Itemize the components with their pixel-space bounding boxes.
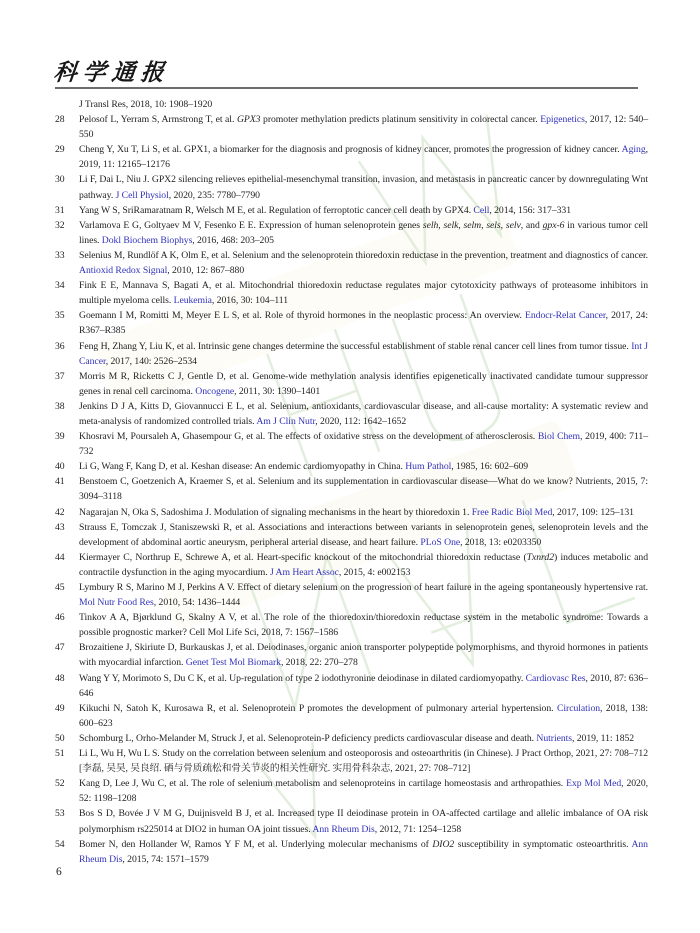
reference-item xyxy=(55,474,648,504)
reference-text-segment: , 2010, 87: 636–646 xyxy=(79,672,648,699)
gene-name-italic: DIO2 xyxy=(432,838,455,850)
reference-item xyxy=(55,339,648,369)
journal-name-link[interactable]: Dokl Biochem Biophys xyxy=(101,234,193,246)
journal-name-link[interactable]: Antioxid Redox Signal xyxy=(79,265,168,277)
reference-text-segment: Li L, Wu H, Wu L S. Study on the correlation between selenium and osteoporosis and osteoarthritis (in Chinese). J Pract Orthop, 2021, 27: 708–712 [李磊, 吴昊, 吴良绍. 硒与骨质疏松和骨关节炎的相关性研究. 实用骨科杂志, 2021, 27: 708–712] xyxy=(79,748,648,775)
journal-name-link[interactable]: Cell xyxy=(473,204,490,216)
reference-text-segment: , 2018, 138: 600–623 xyxy=(79,702,648,729)
reference-text xyxy=(79,203,648,218)
gene-name-italic: Txnrd2 xyxy=(526,551,554,563)
reference-item xyxy=(55,429,648,459)
reference-text xyxy=(79,429,648,459)
gene-name-italic: gpx-6 xyxy=(542,219,565,231)
reference-text-segment: Tinkov A A, Bjørklund G, Skalny A V, et al. The role of the thioredoxin/thioredoxin reductase system in the metabolic syndrome: Towards a possible prognostic marker? Cell Mol Life Sci, 2018, 7: 1567–1586 xyxy=(79,612,648,639)
reference-number: 50 xyxy=(55,732,65,744)
reference-list xyxy=(55,97,648,867)
reference-text xyxy=(79,339,648,369)
reference-item xyxy=(55,731,648,746)
reference-text-segment: , 2016, 30: 104–111 xyxy=(211,295,289,307)
reference-number: 36 xyxy=(55,340,65,352)
reference-item xyxy=(55,580,648,610)
reference-text-segment: , xyxy=(438,219,444,231)
reference-text-segment: Jenkins D J A, Kitts D, Giovannucci E L, et al. Selenium, antioxidants, cardiovascular disease, and all-cause mortality: A systematic review and meta-analysis of randomized controlled trials. xyxy=(79,400,648,427)
reference-text-segment: , 2014, 156: 317–331 xyxy=(489,204,571,216)
reference-text-segment: Selenius M, Rundlöf A K, Olm E, et al. Selenium and the selenoprotein thioredoxin reductase in the prevention, treatment and diagnostics of cancer. xyxy=(79,249,648,261)
reference-text-segment: , 2015, 74: 1571–1579 xyxy=(122,853,209,865)
reference-text-segment: Bomer N, den Hollander W, Ramos Y F M, et al. Underlying molecular mechanisms of xyxy=(79,838,433,850)
journal-name-link[interactable]: Leukemia xyxy=(173,295,212,307)
reference-text-segment: , 2017, 109: 125–131 xyxy=(552,506,634,518)
reference-text-segment: , 2018, 22: 270–278 xyxy=(280,657,358,669)
reference-number: 48 xyxy=(55,672,65,684)
reference-text-segment: Kang D, Lee J, Wu C, et al. The role of selenium metabolism and selenoproteins in cartilage homeostasis and arthropathies. xyxy=(79,778,567,790)
reference-text-segment: , xyxy=(481,219,487,231)
header-rule xyxy=(55,87,638,89)
reference-text xyxy=(79,776,648,806)
reference-text-segment: Feng H, Zhang Y, Liu K, et al. Intrinsic gene changes determine the successful establishment of stable renal cancer cell lines from tumor tissue. xyxy=(79,340,632,352)
reference-text xyxy=(79,806,648,836)
reference-number: 39 xyxy=(55,431,65,443)
reference-number: 44 xyxy=(55,551,65,563)
reference-text-segment: , 2020, 52: 1198–1208 xyxy=(79,778,648,805)
reference-text-segment: Pelosof L, Yerram S, Armstrong T, et al. xyxy=(79,114,237,126)
reference-number: 40 xyxy=(55,461,65,473)
reference-number: 51 xyxy=(55,748,65,760)
reference-number: 43 xyxy=(55,521,65,533)
page-number: 6 xyxy=(56,866,62,878)
reference-text-segment: , 2010, 54: 1436–1444 xyxy=(153,597,241,609)
reference-text-segment: , 2017, 12: 540–550 xyxy=(79,114,648,141)
reference-item xyxy=(55,308,648,338)
journal-name-link[interactable]: Circulation xyxy=(557,702,601,714)
reference-text-segment: Bos S D, Bovée J V M G, Duijnisveld B J, et al. Increased type II deiodinase protein in OA-affected cartilage and allelic imbalance of OA risk polymorphism rs225014 at DIO2 in human OA joint tissues. xyxy=(79,808,648,835)
reference-text-segment: Nagarajan N, Oka S, Sadoshima J. Modulation of signaling mechanisms in the heart by thioredoxin 1. xyxy=(79,506,472,518)
reference-text-segment: , 1985, 16: 602–609 xyxy=(451,461,529,473)
reference-text-segment: , 2017, 24: R367–R385 xyxy=(79,310,648,337)
reference-number: 37 xyxy=(55,370,65,382)
reference-number: 32 xyxy=(55,219,65,231)
reference-number: 30 xyxy=(55,174,65,186)
reference-item xyxy=(55,369,648,399)
journal-name-link[interactable]: Oncogene xyxy=(195,385,235,397)
reference-item xyxy=(55,218,648,248)
reference-number: 53 xyxy=(55,808,65,820)
reference-text xyxy=(79,610,648,640)
journal-name-link[interactable]: PLoS One xyxy=(420,536,461,548)
reference-text xyxy=(79,746,648,776)
reference-text-segment: , 2010, 12: 867–880 xyxy=(167,265,245,277)
reference-text xyxy=(79,308,648,338)
journal-name-link[interactable]: Ann Rheum Dis xyxy=(312,823,375,835)
reference-item xyxy=(55,520,648,550)
reference-text-segment: , xyxy=(500,219,506,231)
gene-name-italic: selk xyxy=(443,219,459,231)
reference-text xyxy=(79,112,648,142)
reference-text-segment: Khosravi M, Poursaleh A, Ghasempour G, et al. The effects of oxidative stress on the development of atherosclerosis. xyxy=(79,431,538,443)
reference-text-segment: Varlamova E G, Goltyaev M V, Fesenko E E. Expression of human selenoprotein genes xyxy=(79,219,423,231)
reference-text xyxy=(79,399,648,429)
reference-item xyxy=(55,806,648,836)
reference-text xyxy=(79,172,648,202)
reference-text-segment: , 2020, 235: 7780–7790 xyxy=(168,189,260,201)
reference-text xyxy=(79,731,648,746)
reference-item xyxy=(55,746,648,776)
reference-item xyxy=(55,172,648,202)
reference-text xyxy=(79,248,648,278)
reference-item xyxy=(55,610,648,640)
reference-text xyxy=(79,218,648,248)
reference-number: 45 xyxy=(55,582,65,593)
reference-text-segment: Strauss E, Tomczak J, Staniszewski R, et al. Associations and interactions between variants in selenoprotein genes, selenoprotein levels and the development of abdominal aortic aneurysm, peripheral arterial disease, and heart failure. xyxy=(79,521,648,548)
reference-number: 34 xyxy=(55,280,65,292)
reference-text-segment: , 2011, 30: 1390–1401 xyxy=(234,385,321,397)
reference-text-segment: Wang Y Y, Morimoto S, Du C K, et al. Up-regulation of type 2 iodothyronine deiodinase in dilated cardiomyopathy. xyxy=(79,672,526,684)
reference-number: 28 xyxy=(55,114,65,126)
journal-name-link[interactable]: Cardiovasc Res xyxy=(525,672,586,684)
reference-number: 33 xyxy=(55,249,65,261)
reference-text-segment: Lymbury R S, Marino M J, Perkins A V. Effect of dietary selenium on the progression of heart failure in the ageing spontaneously hypertensive rat. xyxy=(79,582,648,593)
reference-text-segment: Fink E E, Mannava S, Bagati A, et al. Mitochondrial thioredoxin reductase regulates major cytotoxicity pathways of proteasome inhibitors in multiple myeloma cells. xyxy=(79,280,648,307)
reference-text-segment: , 2017, 140: 2526–2534 xyxy=(105,355,197,367)
reference-text xyxy=(79,640,648,670)
reference-number: 29 xyxy=(55,144,65,156)
reference-text-segment: promoter methylation predicts platinum sensitivity in colorectal cancer. xyxy=(260,114,541,126)
reference-text xyxy=(79,520,648,550)
reference-item xyxy=(55,671,648,701)
reference-number: 52 xyxy=(55,778,65,790)
reference-item xyxy=(55,248,648,278)
reference-text xyxy=(79,142,648,172)
reference-text-segment: Schomburg L, Orho-Melander M, Struck J, et al. Selenoprotein-P deficiency predicts cardiovascular disease and death. xyxy=(79,732,537,744)
reference-text xyxy=(79,369,648,399)
journal-name-link[interactable]: Free Radic Biol Med xyxy=(471,506,553,518)
reference-item xyxy=(55,505,648,520)
gene-name-italic: selm xyxy=(463,219,482,231)
reference-text xyxy=(79,701,648,731)
journal-name-link[interactable]: Exp Mol Med xyxy=(566,778,622,790)
reference-number: 41 xyxy=(55,476,65,488)
journal-logo: 科学通报 xyxy=(52,60,172,85)
reference-text-segment: , 2019, 400: 711–732 xyxy=(79,431,648,458)
reference-text-segment: Benstoem C, Goetzenich A, Kraemer S, et al. Selenium and its supplementation in cardiovascular disease—What do we know? Nutrients, 2015, 7: 3094–3118 xyxy=(79,476,648,503)
reference-text-segment: Kiermayer C, Northrup E, Schrewe A, et al. Heart-specific knockout of the mitochondrial thioredoxin reductase ( xyxy=(79,551,527,563)
reference-number: 46 xyxy=(55,612,65,624)
reference-text xyxy=(79,580,648,610)
journal-name-link[interactable]: Mol Nutr Food Res xyxy=(79,597,154,609)
reference-text xyxy=(79,550,648,580)
journal-name-link[interactable]: Aging xyxy=(621,144,646,156)
reference-item xyxy=(55,640,648,670)
reference-text-segment: , and xyxy=(520,219,543,231)
journal-name-link[interactable]: Biol Chem xyxy=(537,431,581,443)
reference-number: 42 xyxy=(55,506,65,518)
reference-item xyxy=(55,278,648,308)
gene-name-italic: selv xyxy=(505,219,521,231)
reference-number: 35 xyxy=(55,310,65,322)
reference-number: 47 xyxy=(55,642,65,654)
reference-text-segment: Li F, Dai L, Niu J. GPX2 silencing relieves epithelial-mesenchymal transition, invasion, and metastasis in pancreatic cancer by downregulating Wnt pathway. xyxy=(79,174,648,201)
journal-name-link[interactable]: J Cell Physiol xyxy=(115,189,169,201)
continuation-line: J Transl Res, 2018, 10: 1908–1920 xyxy=(79,99,213,110)
reference-text-segment: , 2015, 4: e002153 xyxy=(338,566,411,578)
reference-text xyxy=(79,278,648,308)
reference-text-segment: , 2016, 468: 203–205 xyxy=(192,234,274,246)
reference-text xyxy=(79,505,648,520)
reference-text-segment: , xyxy=(458,219,464,231)
reference-text-segment: Yang W S, SriRamaratnam R, Welsch M E, et al. Regulation of ferroptotic cancer cell death by GPX4. xyxy=(79,204,474,216)
reference-number: 54 xyxy=(55,838,65,850)
journal-name-link[interactable]: Ann Rheum Dis xyxy=(79,838,648,865)
journal-name-link[interactable]: Hum Pathol xyxy=(405,461,452,473)
reference-text-segment: ) induces metabolic and contractile dysfunction in the aging myocardium. xyxy=(79,551,649,578)
reference-number: 31 xyxy=(55,204,65,216)
gene-name-italic: GPX3 xyxy=(236,114,261,126)
reference-text-segment: Morris M R, Ricketts C J, Gentle D, et al. Genome-wide methylation analysis identifies epigenetically inactivated candidate tumour suppressor genes in renal cell carcinoma. xyxy=(79,370,648,397)
reference-item xyxy=(55,203,648,218)
gene-name-italic: sels xyxy=(486,219,501,231)
journal-name-link[interactable]: Genet Test Mol Biomark xyxy=(185,657,281,669)
reference-text-segment: , 2020, 112: 1642–1652 xyxy=(315,415,407,427)
reference-text xyxy=(79,459,648,474)
reference-item xyxy=(55,701,648,731)
reference-item xyxy=(55,142,648,172)
reference-text xyxy=(79,671,648,701)
reference-item xyxy=(55,459,648,474)
reference-text-segment: susceptibility in symptomatic osteoarthritis. xyxy=(454,838,632,850)
reference-text-segment: , 2012, 71: 1254–1258 xyxy=(374,823,462,835)
reference-text-segment: Brozaitiene J, Skiriute D, Burkauskas J, et al. Deiodinases, organic anion transporter polypeptide polymorphisms, and thyroid hormones in patients with myocardial infarction. xyxy=(79,642,648,669)
reference-item xyxy=(55,112,648,142)
reference-text-segment: Kikuchi N, Satoh K, Kurosawa R, et al. Selenoprotein P promotes the development of pulmonary arterial hypertension. xyxy=(79,702,557,714)
journal-name-link[interactable]: Am J Clin Nutr xyxy=(256,415,316,427)
reference-number: 38 xyxy=(55,400,65,412)
reference-text-segment: , 2018, 13: e0203350 xyxy=(460,536,542,548)
reference-text xyxy=(79,474,648,504)
journal-name-link[interactable]: Epigenetics xyxy=(540,114,585,126)
reference-number: 49 xyxy=(55,702,65,714)
journal-name-link[interactable]: Endocr-Relat Cancer xyxy=(524,310,606,322)
reference-text-segment: Li G, Wang F, Kang D, et al. Keshan disease: An endemic cardiomyopathy in China. xyxy=(79,461,406,473)
journal-name-link[interactable]: Nutrients xyxy=(536,732,573,744)
reference-item xyxy=(55,399,648,429)
reference-text-segment: Cheng Y, Xu T, Li S, et al. GPX1, a biomarker for the diagnosis and prognosis of kidney cancer, promotes the progression of kidney cancer. xyxy=(79,144,622,156)
journal-name-link[interactable]: J Am Heart Assoc xyxy=(269,566,339,578)
reference-text-segment: in various tumor cell lines. xyxy=(79,219,649,246)
journal-name-link[interactable]: Int J Cancer xyxy=(79,340,648,367)
reference-item xyxy=(55,550,648,580)
reference-item xyxy=(55,776,648,806)
reference-text xyxy=(79,837,648,867)
gene-name-italic: selh xyxy=(422,219,439,231)
reference-text-segment: Goemann I M, Romitti M, Meyer E L S, et al. Role of thyroid hormones in the neoplastic process: An overview. xyxy=(79,310,525,322)
reference-item xyxy=(55,837,648,867)
reference-text-segment: , 2019, 11: 12165–12176 xyxy=(79,144,648,171)
reference-text-segment: , 2019, 11: 1852 xyxy=(572,732,635,744)
